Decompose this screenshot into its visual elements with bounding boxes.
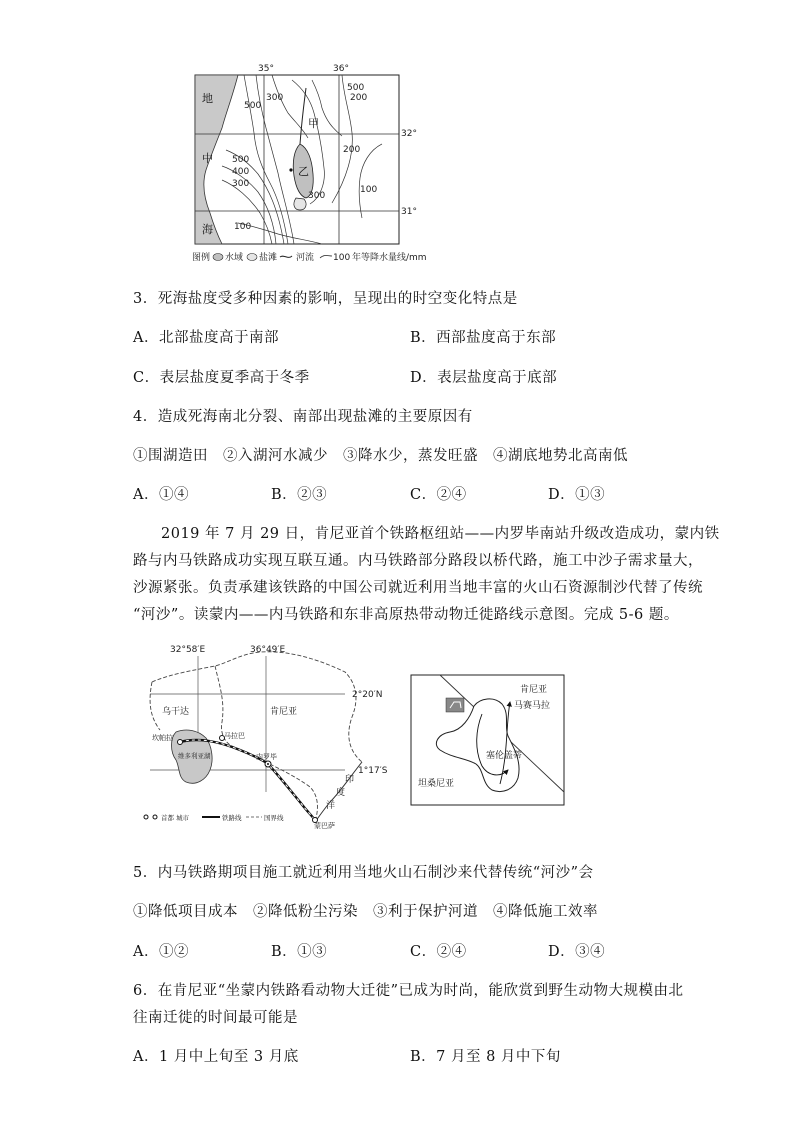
q5-stem: 5．内马铁路期项目施工就近利用当地火山石制沙来代替传统“河沙”会	[133, 865, 594, 881]
ocean-char-2: 度	[336, 788, 346, 798]
q5-option-c[interactable]: C．②④	[410, 944, 467, 960]
svg-text:铁路线: 铁路线	[222, 814, 242, 822]
label-tanzania: 坦桑尼亚	[418, 779, 455, 789]
label-masai-mara: 马赛马拉	[514, 701, 551, 711]
q3-option-d[interactable]: D．表层盐度高于底部	[410, 370, 558, 386]
q4-stem: 4．造成死海南北分裂、南部出现盐滩的主要原因有	[133, 409, 473, 425]
lon-label-32: 32°58′E	[170, 645, 206, 655]
q5-option-b[interactable]: B．①③	[271, 944, 328, 960]
q4-option-a[interactable]: A．①④	[133, 487, 189, 503]
q5-option-a[interactable]: A．①②	[133, 944, 189, 960]
contour-label: 400	[232, 167, 250, 177]
q6-option-a[interactable]: A．1 月中上旬至 3 月底	[133, 1049, 299, 1065]
q6-stem-line-2: 往南迁徙的时间最可能是	[133, 1010, 298, 1026]
svg-text:100: 100	[333, 253, 351, 263]
map2-legend	[144, 813, 284, 822]
map1-legend	[192, 251, 427, 263]
q5-items: ①降低项目成本 ②降低粉尘污染 ③利于保护河道 ④降低施工效率	[133, 904, 598, 920]
svg-text:图例: 图例	[192, 253, 211, 263]
salt-flat	[294, 198, 306, 210]
svg-text:河流: 河流	[296, 253, 315, 263]
place-jia: 甲	[308, 117, 319, 130]
contour-label: 500	[244, 101, 262, 111]
q4-option-b[interactable]: B．②③	[271, 487, 328, 503]
q6-option-b[interactable]: B．7 月至 8 月中下旬	[410, 1049, 561, 1065]
label-serengeti: 塞伦盖蒂	[486, 751, 523, 761]
q6-stem-line-1: 6．在肯尼亚“坐蒙内铁路看动物大迁徙”已成为时尚，能欣赏到野生动物大规模由北	[133, 983, 684, 999]
kenya-railway-map	[140, 642, 400, 832]
city-kampala: 坎帕拉	[152, 734, 173, 742]
passage-line-2: 路与内马铁路成功实现互联互通。内马铁路部分路段以桥代路，施工中沙子需求量大，	[133, 553, 703, 569]
label-kenya: 肯尼亚	[520, 685, 548, 695]
contour-label: 300	[266, 93, 284, 103]
contour-label: 300	[308, 191, 326, 201]
svg-text:盐滩: 盐滩	[259, 253, 278, 263]
q4-option-c[interactable]: C．②④	[410, 487, 467, 503]
q4-option-d[interactable]: D．①③	[548, 487, 606, 503]
q5-option-d[interactable]: D．③④	[548, 944, 606, 960]
country-kenya: 肯尼亚	[270, 707, 298, 717]
lat-label-31: 31°	[401, 207, 417, 217]
city-malaba: 马拉巴	[224, 732, 245, 740]
sea-char-1: 地	[202, 92, 213, 105]
lat-label-2N: 2°20′N	[352, 690, 383, 700]
lat-label-32: 32°	[401, 129, 417, 139]
q3-option-c[interactable]: C．表层盐度夏季高于冬季	[133, 370, 310, 386]
contour-label: 100	[234, 222, 252, 232]
passage-line-4: “河沙”。读蒙内——内马铁路和东非高原热带动物迁徙路线示意图。完成 5-6 题。	[133, 607, 679, 623]
passage-line-1: 2019 年 7 月 29 日，肯尼亚首个铁路枢纽站——内罗毕南站升级改造成功，蒙内铁	[161, 526, 720, 542]
ocean-char-1: 印	[345, 775, 355, 785]
q3-option-b[interactable]: B．西部盐度高于东部	[410, 330, 557, 346]
dead-sea-precipitation-map	[192, 58, 452, 268]
q3-option-a[interactable]: A．北部盐度高于南部	[133, 330, 279, 346]
migration-route-map	[410, 674, 565, 806]
lon-label-35: 35°	[258, 64, 274, 74]
q4-items: ①围湖造田 ②入湖河水减少 ③降水少，蒸发旺盛 ④湖底地势北高南低	[133, 448, 628, 464]
contour-label: 500	[232, 155, 250, 165]
country-uganda: 乌干达	[162, 707, 190, 717]
city-mombasa: 蒙巴萨	[314, 822, 335, 830]
city-nairobi: 内罗毕	[256, 753, 277, 761]
contour-label: 200	[343, 145, 361, 155]
animal-icon	[446, 698, 464, 712]
svg-text:年等降水量线/mm: 年等降水量线/mm	[352, 253, 427, 263]
svg-text:国界线: 国界线	[264, 814, 284, 822]
lon-label-36: 36°	[333, 64, 349, 74]
lat-label-1S: 1°17′S	[358, 766, 388, 776]
lon-label-36: 36°49′E	[250, 645, 286, 655]
place-yi: 乙	[298, 165, 309, 178]
svg-text:首都 城市: 首都 城市	[161, 814, 190, 822]
contour-label: 100	[360, 185, 378, 195]
lake-victoria-label: 维多利亚湖	[178, 752, 211, 760]
sea-char-2: 中	[202, 152, 213, 165]
ocean-char-3: 洋	[326, 801, 336, 811]
contour-label: 200	[350, 93, 368, 103]
contour-label: 500	[347, 83, 365, 93]
contour-label: 300	[232, 179, 250, 189]
q3-stem: 3．死海盐度受多种因素的影响，呈现出的时空变化特点是	[133, 291, 518, 307]
passage-line-3: 沙源紧张。负责承建该铁路的中国公司就近利用当地丰富的火山石资源制沙代替了传统	[133, 580, 703, 596]
svg-text:水域: 水域	[225, 253, 244, 263]
sea-char-3: 海	[202, 223, 213, 236]
